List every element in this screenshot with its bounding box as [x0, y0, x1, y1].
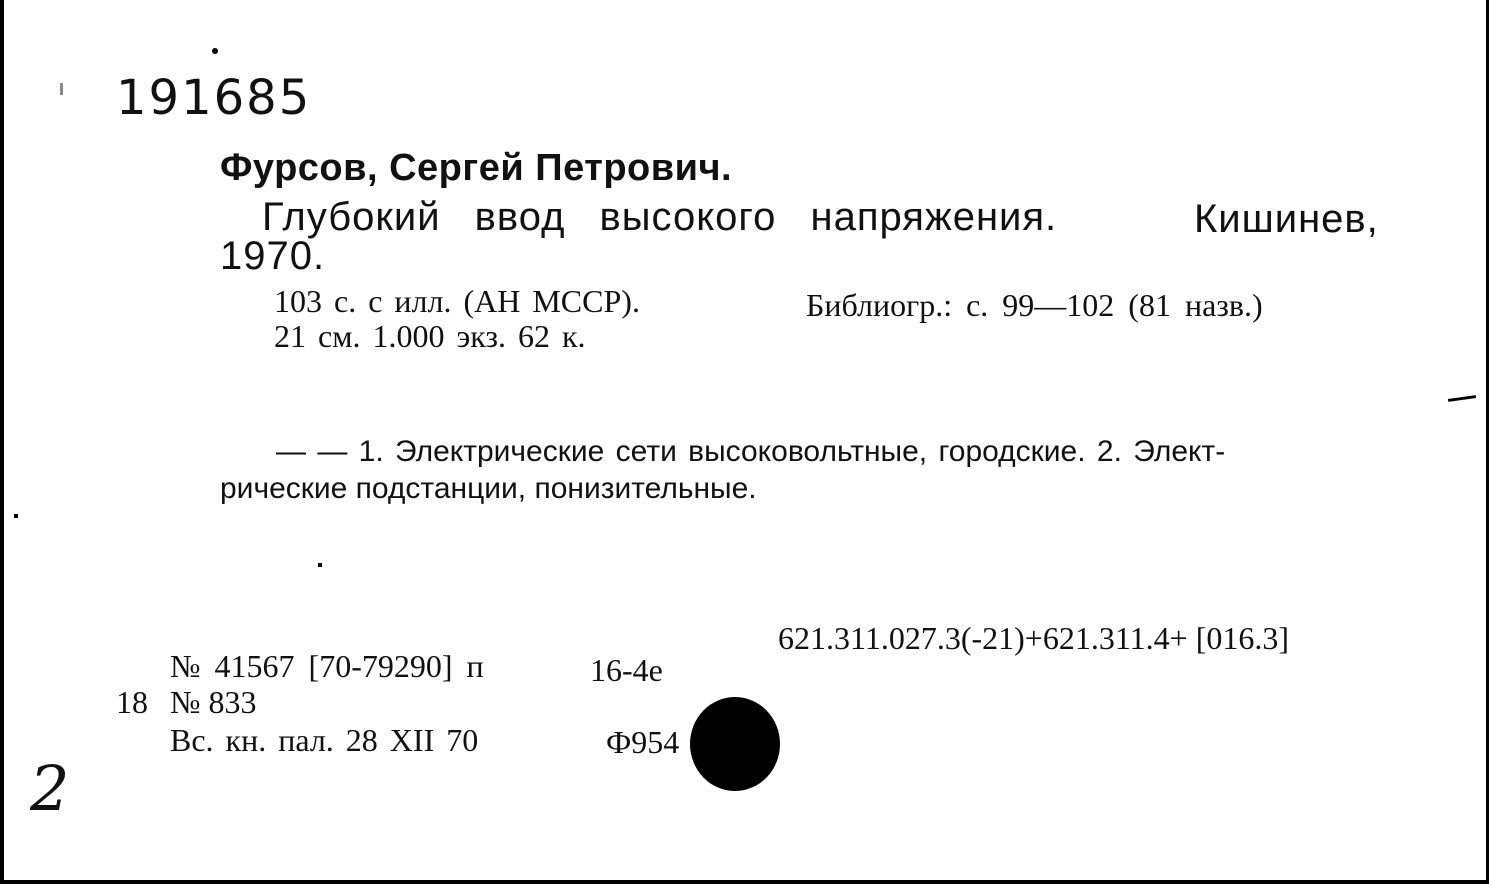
size-price-text: 21 см. 1.000 экз. 62 к. — [274, 318, 586, 354]
handwritten-mark: 2 — [30, 752, 70, 825]
subject-headings-line2: рические подстанции, понизительные. — [220, 472, 757, 505]
subject-headings-line1: — — 1. Электрические сети высоковольтные, городские. 2. Элект- — [276, 435, 1226, 468]
printer-code: Ф954 — [606, 724, 680, 760]
margin-dash — [1448, 395, 1476, 402]
side-number: 18 — [116, 684, 148, 720]
catalog-card — [4, 0, 1486, 880]
pagination-text: 103 с. с илл. (АН МССР). — [274, 283, 640, 319]
bibliography-note: Библиогр.: с. 99—102 (81 назв.) — [806, 287, 1263, 323]
title-text: Глубокий ввод высокого напряжения. — [262, 195, 1058, 239]
call-number: 191685 — [116, 70, 312, 126]
publication-number: № 41567 [70-79290] п — [170, 648, 484, 684]
speck — [14, 514, 18, 518]
punch-hole — [690, 697, 780, 791]
speck — [318, 563, 322, 567]
speck — [60, 83, 63, 95]
issue-number: № 833 — [170, 684, 257, 720]
publication-code: 16-4е — [590, 652, 663, 688]
author-heading: Фурсов, Сергей Петрович. — [220, 147, 733, 189]
year-text: 1970. — [220, 234, 326, 278]
place-text: Кишинев, — [1194, 197, 1379, 241]
ink-dot — [212, 48, 218, 54]
classification-number: 621.311.027.3(-21)+621.311.4+ [016.3] — [778, 620, 1289, 656]
book-chamber-line: Вс. кн. пал. 28 XII 70 — [170, 722, 479, 758]
